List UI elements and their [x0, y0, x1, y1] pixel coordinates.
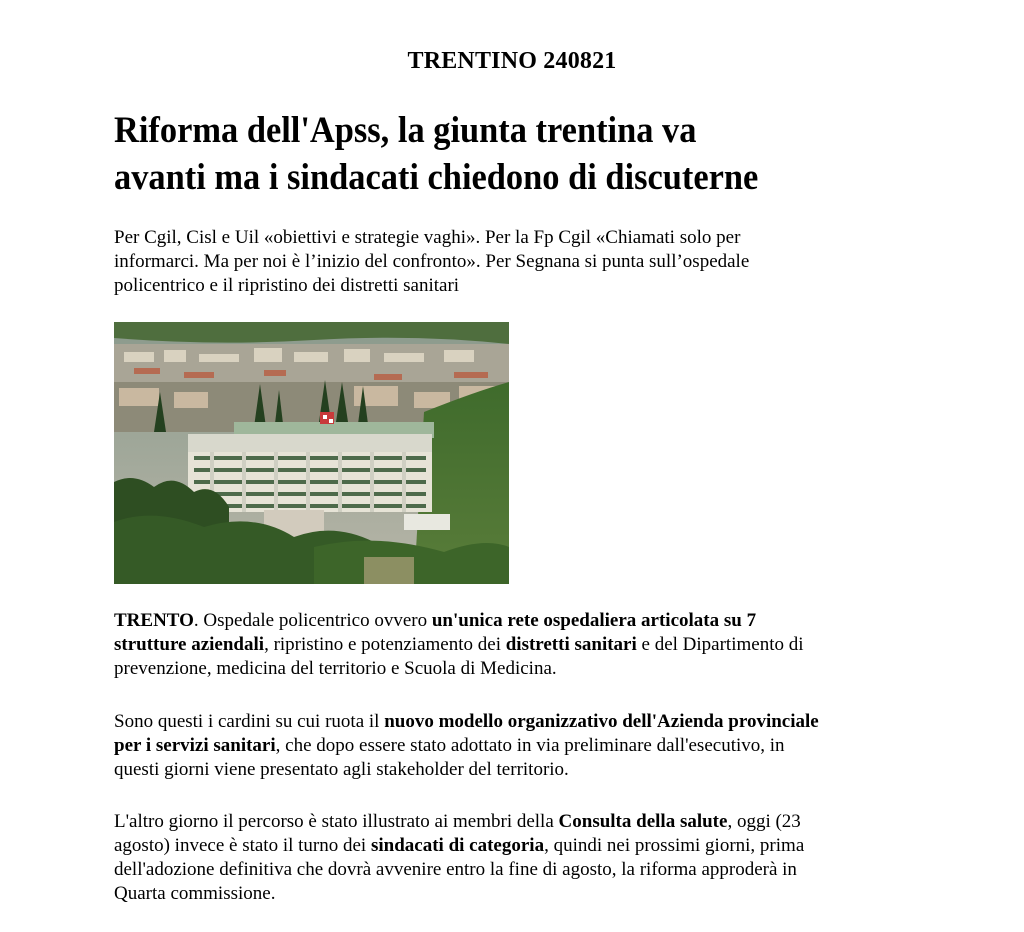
- paragraph-line: [114, 834, 914, 858]
- text-run: agosto) invece è stato il turno dei: [114, 835, 371, 856]
- bold-run: sindacati di categoria: [370, 835, 545, 856]
- headline-line: avanti ma i sindacati chiedono di discuterne: [114, 157, 759, 198]
- text-run: , che dopo essere stato adottato in via preliminare dall'esecutivo, in: [275, 735, 785, 756]
- bold-run: nuovo modello organizzativo dell'Azienda provinciale: [384, 711, 819, 732]
- paragraph-line: [114, 810, 914, 834]
- paragraph-line: [114, 710, 914, 734]
- body-paragraph: [114, 710, 914, 782]
- lead-line: policentrico e il ripristino dei distretti sanitari: [114, 275, 460, 296]
- paragraph-line: [114, 633, 914, 657]
- bold-run: per i servizi sanitari: [114, 735, 276, 756]
- masthead: TRENTINO 240821: [407, 48, 617, 74]
- headline-line: Riforma dell'Apss, la giunta trentina va: [114, 110, 697, 151]
- hospital-photo: [114, 322, 509, 584]
- bold-run: un'unica rete ospedaliera articolata su 7: [431, 610, 757, 631]
- paragraph-line: [114, 609, 914, 633]
- paragraph-line: dell'adozione definitiva che dovrà avvenire entro la fine di agosto, la riforma approderà in: [114, 859, 797, 880]
- lead-line: Per Cgil, Cisl e Uil «obiettivi e strategie vaghi». Per la Fp Cgil «Chiamati solo per: [114, 227, 741, 248]
- headline: [114, 107, 877, 201]
- text-run: , oggi (23: [727, 811, 801, 832]
- text-run: e del Dipartimento di: [636, 634, 804, 655]
- body-paragraph: [114, 810, 914, 906]
- lead-line: informarci. Ma per noi è l’inizio del confronto». Per Segnana si punta sull’ospedale: [114, 251, 750, 272]
- paragraph-line: questi giorni viene presentato agli stakeholder del territorio.: [114, 759, 569, 780]
- paragraph-line: [114, 734, 914, 758]
- body-paragraph: [114, 609, 914, 681]
- text-run: L'altro giorno il percorso è stato illustrato ai membri della: [114, 811, 559, 832]
- paragraph-line: prevenzione, medicina del territorio e Scuola di Medicina.: [114, 658, 557, 679]
- paragraph-line: Quarta commissione.: [114, 883, 276, 904]
- lead-summary: [114, 226, 894, 298]
- dateline: TRENTO: [114, 610, 194, 631]
- text-run: , quindi nei prossimi giorni, prima: [544, 835, 805, 856]
- bold-run: strutture aziendali: [114, 634, 265, 655]
- text-run: , ripristino e potenziamento dei: [264, 634, 506, 655]
- text-run: Sono questi i cardini su cui ruota il: [114, 711, 385, 732]
- bold-run: distretti sanitari: [505, 634, 637, 655]
- bold-run: Consulta della salute: [558, 811, 728, 832]
- text-run: . Ospedale policentrico ovvero: [193, 610, 432, 631]
